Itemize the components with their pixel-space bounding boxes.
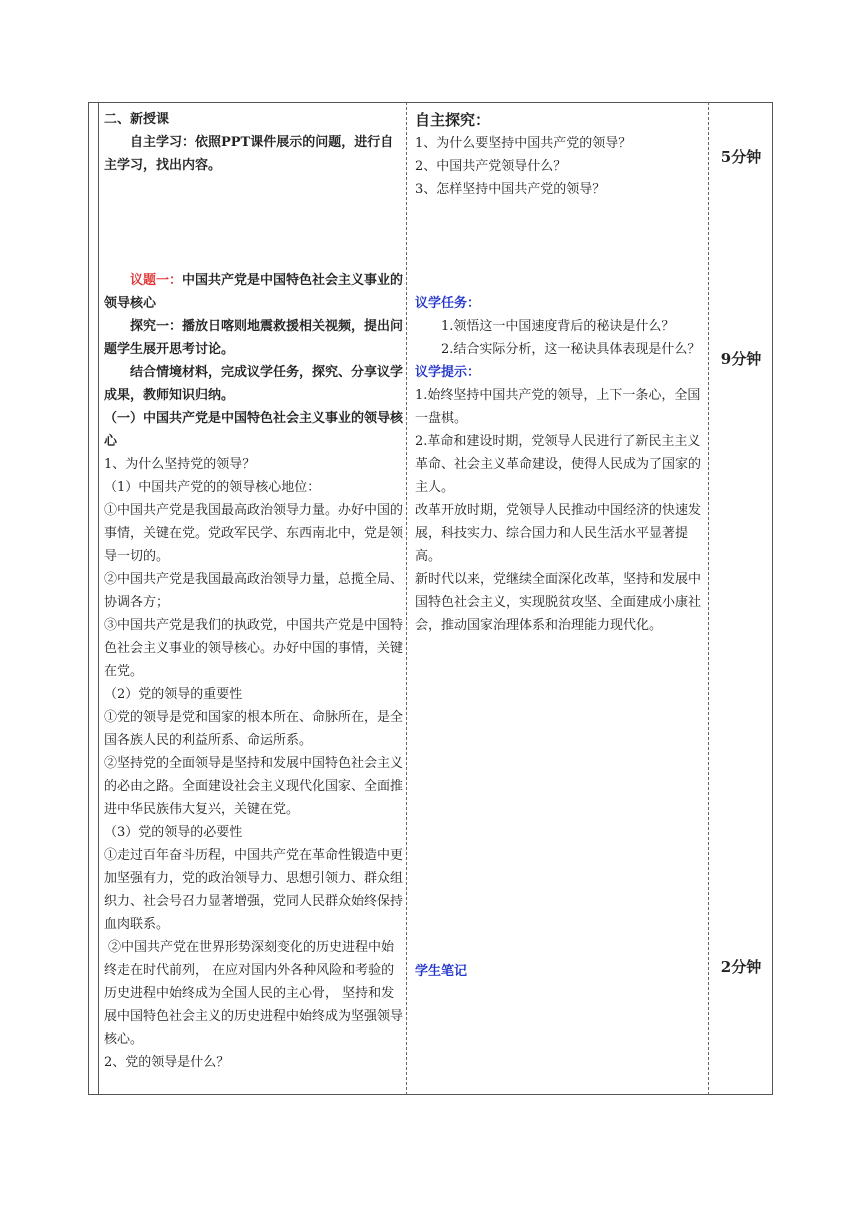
self-study-text: 自主学习：依照PPT课件展示的问题，进行自主学习，找出内容。 bbox=[104, 135, 394, 173]
section-title: 二、新授课 bbox=[104, 112, 170, 127]
student-notes-title: 学生笔记 bbox=[415, 964, 468, 979]
hint-2: 2.革命和建设时期，党领导人民进行了新民主主义革命、社会主义革命建设，使得人民成为了国家的主人。 bbox=[415, 434, 702, 495]
subsection-2-point-1: ①党的领导是党和国家的根本所在、命脉所在，是全国各族人民的利益所系、命运所系。 bbox=[104, 710, 404, 748]
teaching-content-column bbox=[104, 108, 404, 1074]
subsection-1-point-2: ②中国共产党是我国最高政治领导力量，总揽全局、协调各方； bbox=[104, 572, 404, 610]
time-label-3: 2分钟 bbox=[720, 958, 762, 976]
column-divider-1 bbox=[406, 102, 407, 1095]
column-divider-2 bbox=[708, 102, 709, 1095]
task-title: 议学任务： bbox=[415, 296, 481, 311]
task-2: 2.结合实际分析，这一秘诀具体表现是什么？ bbox=[441, 342, 701, 357]
explore1-text: 探究一：播放日喀则地震救援相关视频，提出问题学生展开思考讨论。 bbox=[104, 319, 404, 357]
explore-question-2: 2、中国共产党领导什么？ bbox=[415, 159, 567, 174]
hint-4: 新时代以来，党继续全面深化改革，坚持和发展中国特色社会主义，实现脱贫攻坚、全面建成小康社会，推动国家治理体系和治理能力现代化。 bbox=[415, 572, 702, 633]
spacer bbox=[415, 201, 705, 292]
time-label-2: 9分钟 bbox=[720, 350, 762, 368]
topic1-text: 中国共产党是中国特色社会主义事业的领导核心 bbox=[104, 273, 404, 311]
topic1-heading bbox=[104, 269, 404, 315]
part1-heading: （一）中国共产党是中国特色社会主义事业的领导核心 bbox=[104, 411, 404, 449]
topic1-label: 议题一： bbox=[130, 273, 183, 288]
subsection-2-point-2: ②坚持党的全面领导是坚持和发展中国特色社会主义的必由之路。全面建设社会主义现代化国家、全面推进中华民族伟大复兴，关键在党。 bbox=[104, 756, 404, 817]
subsection-3-point-1: ①走过百年奋斗历程，中国共产党在革命性锻造中更加坚强有力，党的政治领导力、思想引领力、群众组织力、社会号召力显著增强，党同人民群众始终保持血肉联系。 bbox=[104, 848, 404, 932]
subsection-1-title: （1）中国共产党的的领导核心地位： bbox=[104, 480, 321, 495]
spacer bbox=[104, 177, 404, 269]
combine-text: 结合情境材料，完成议学任务，探究、分享议学成果，教师知识归纳。 bbox=[104, 365, 404, 403]
subsection-3-title: （3）党的领导的必要性 bbox=[104, 825, 243, 840]
hint-title: 议学提示： bbox=[415, 365, 481, 380]
time-label-1: 5分钟 bbox=[720, 148, 762, 166]
inner-left-border bbox=[98, 102, 99, 1095]
hint-1: 1.始终坚持中国共产党的领导，上下一条心，全国一盘棋。 bbox=[415, 388, 701, 426]
subsection-3-point-2: ②中国共产党在世界形势深刻变化的历史进程中始终走在时代前列， 在应对国内外各种风险和考验的历史进程中始终成为全国人民的主心骨， 坚持和发展中国特色社会主义的历史进程中始终成为坚强领导核心。 bbox=[104, 940, 404, 1047]
explore-question-1: 1、为什么要坚持中国共产党的领导？ bbox=[415, 136, 632, 151]
task-1: 1.领悟这一中国速度背后的秘诀是什么？ bbox=[441, 319, 675, 334]
subsection-1-point-3: ③中国共产党是我们的执政党，中国共产党是中国特色社会主义事业的领导核心。办好中国的事情，关键在党。 bbox=[104, 618, 404, 679]
subsection-1-point-1: ①中国共产党是我国最高政治领导力量。办好中国的事情，关键在党。党政军民学、东西南北中，党是领导一切的。 bbox=[104, 503, 404, 564]
question-1: 1、为什么坚持党的领导？ bbox=[104, 457, 256, 472]
student-activity-column bbox=[415, 108, 705, 637]
hint-3: 改革开放时期，党领导人民推动中国经济的快速发展，科技实力、综合国力和人民生活水平显著提高。 bbox=[415, 503, 702, 564]
explore-question-3: 3、怎样坚持中国共产党的领导？ bbox=[415, 182, 606, 197]
self-explore-title: 自主探究： bbox=[415, 111, 491, 129]
question-2: 2、党的领导是什么？ bbox=[104, 1055, 230, 1070]
subsection-2-title: （2）党的领导的重要性 bbox=[104, 687, 243, 702]
